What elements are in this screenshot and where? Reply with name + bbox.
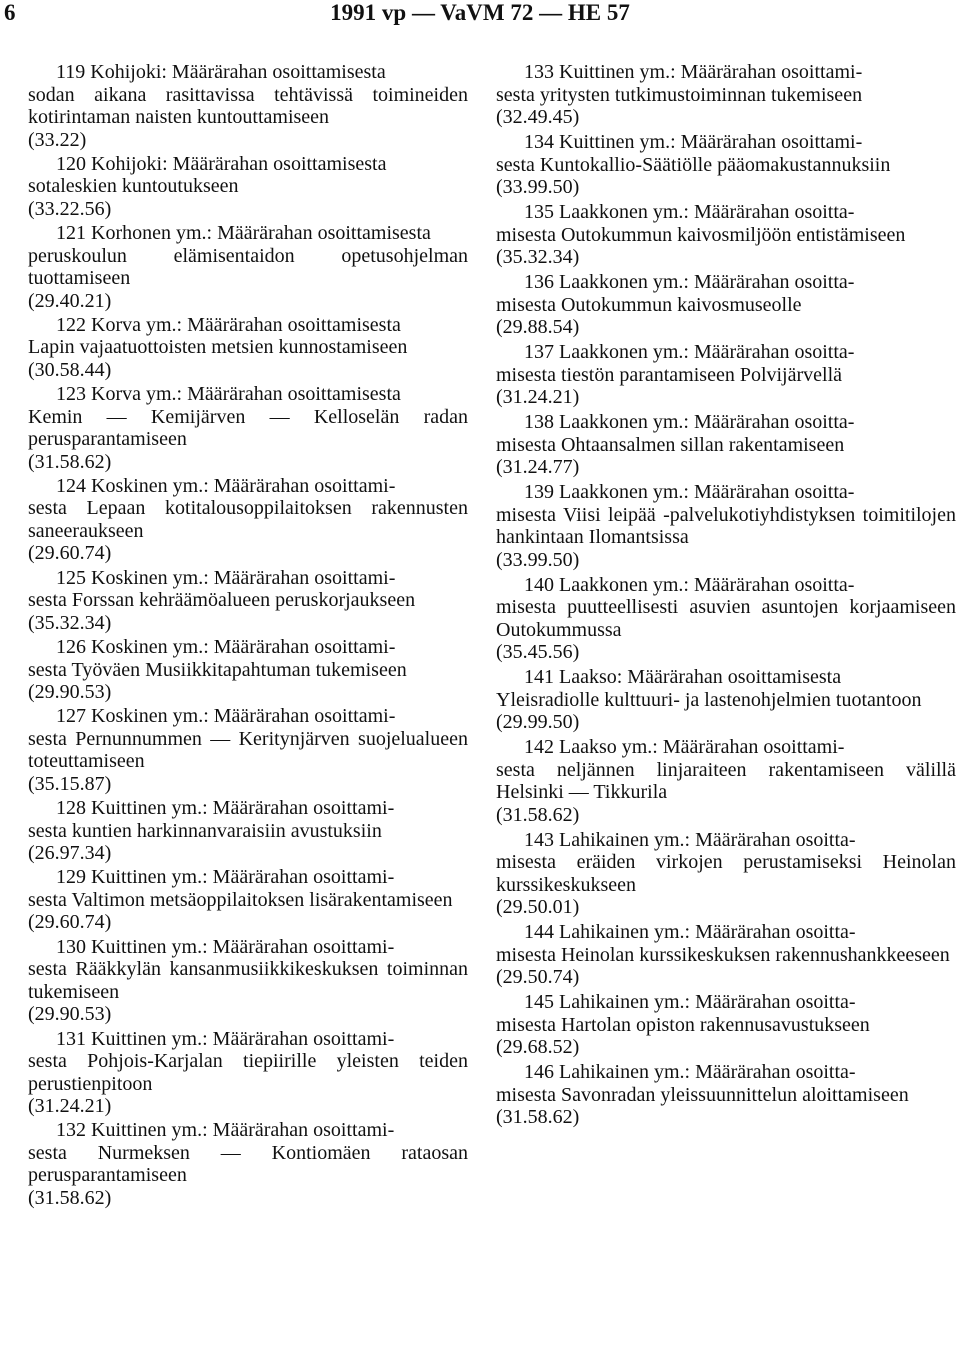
motion-heading: 132 Kuittinen ym.: Määrärahan osoittami- — [56, 1119, 395, 1142]
motion-entry — [28, 797, 468, 865]
budget-reference: (29.40.21) — [28, 289, 112, 312]
budget-reference: (35.32.34) — [496, 246, 580, 268]
motion-entry — [28, 314, 468, 382]
motion-text: sotaleskien kuntoutukseen — [28, 175, 239, 198]
budget-reference: (32.49.45) — [496, 106, 580, 128]
budget-reference: (29.90.53) — [28, 681, 112, 704]
motion-text: Yleisradiolle kulttuuri- ja lastenohjelmien tuotantoon — [496, 688, 922, 711]
motion-text: misesta Hartolan opiston rakennusavustukseen — [496, 1013, 870, 1036]
motion-text: sodan aikana rasittavissa tehtävissä toimineiden kotirintaman naisten kuntouttamiseen — [28, 83, 468, 128]
motion-entry — [28, 1119, 468, 1209]
motion-text: sesta Pohjois-Karjalan tiepiirille yleisten teiden perustienpitoon — [28, 1050, 468, 1095]
motion-heading: 146 Lahikainen ym.: Määrärahan osoitta- — [524, 1061, 856, 1083]
motion-entry — [496, 61, 956, 129]
right-column — [496, 61, 956, 1131]
budget-reference: (26.97.34) — [28, 842, 112, 865]
motion-heading: 127 Koskinen ym.: Määrärahan osoittami- — [56, 705, 396, 728]
budget-reference: (31.58.62) — [28, 1186, 112, 1209]
left-column — [28, 61, 468, 1211]
motion-text: sesta neljännen linjaraiteen rakentamiseen välillä Helsinki — Tikkurila — [496, 758, 956, 803]
motion-heading: 128 Kuittinen ym.: Määrärahan osoittami- — [56, 797, 395, 820]
motion-heading: 129 Kuittinen ym.: Määrärahan osoittami- — [56, 866, 395, 889]
motion-text: sesta Valtimon metsäoppilaitoksen lisärakentamiseen — [28, 888, 453, 911]
motion-entry — [28, 636, 468, 704]
motion-heading: 134 Kuittinen ym.: Määrärahan osoittami- — [524, 131, 863, 153]
budget-reference: (31.24.21) — [496, 386, 580, 408]
motion-heading: 141 Laakso: Määrärahan osoittamisesta — [524, 666, 842, 688]
motion-entry — [496, 666, 956, 734]
motion-entry — [28, 383, 468, 473]
motion-entry — [496, 574, 956, 664]
motion-entry — [496, 736, 956, 826]
budget-reference: (33.99.50) — [496, 176, 580, 198]
motion-entry — [496, 991, 956, 1059]
motion-heading: 143 Lahikainen ym.: Määrärahan osoitta- — [524, 828, 856, 851]
motion-text: Kemin — Kemijärven — Kelloselän radan perusparantamiseen — [28, 405, 468, 451]
motion-entry — [28, 475, 468, 565]
budget-reference: (31.24.21) — [28, 1095, 112, 1118]
motion-text: sesta Forssan kehräämöalueen peruskorjaukseen — [28, 589, 416, 612]
motion-heading: 126 Koskinen ym.: Määrärahan osoittami- — [56, 636, 396, 659]
motion-heading: 131 Kuittinen ym.: Määrärahan osoittami- — [56, 1027, 395, 1050]
budget-reference: (30.58.44) — [28, 358, 112, 381]
motion-heading: 142 Laakso ym.: Määrärahan osoittami- — [524, 736, 845, 758]
motion-entry — [496, 341, 956, 409]
budget-reference: (29.50.01) — [496, 896, 580, 918]
motion-heading: 119 Kohijoki: Määrärahan osoittamisesta — [56, 61, 386, 83]
motion-heading: 137 Laakkonen ym.: Määrärahan osoitta- — [524, 341, 855, 363]
budget-reference: (33.99.50) — [496, 548, 580, 571]
budget-reference: (35.32.34) — [28, 611, 112, 634]
motion-entry — [496, 411, 956, 479]
motion-heading: 133 Kuittinen ym.: Määrärahan osoittami- — [524, 61, 863, 83]
motion-entry — [496, 131, 956, 199]
motion-text: misesta puutteellisesti asuvien asuntojen korjaamiseen Outokummussa — [496, 596, 956, 641]
budget-reference: (31.58.62) — [496, 803, 580, 826]
motion-heading: 120 Kohijoki: Määrärahan osoittamisesta — [56, 152, 387, 175]
motion-entry — [496, 201, 956, 269]
motion-text: sesta Nurmeksen — Kontiomäen rataosan perusparantamiseen — [28, 1141, 468, 1187]
motion-entry — [28, 936, 468, 1026]
motion-entry — [28, 567, 468, 635]
motion-heading: 135 Laakkonen ym.: Määrärahan osoitta- — [524, 201, 855, 223]
motion-heading: 121 Korhonen ym.: Määrärahan osoittamisesta — [56, 222, 431, 245]
motion-text: sesta Kuntokallio-Säätiölle pääomakustannuksiin — [496, 153, 891, 176]
budget-reference: (33.22) — [28, 128, 87, 151]
motion-heading: 144 Lahikainen ym.: Määrärahan osoitta- — [524, 921, 856, 943]
budget-reference: (33.22.56) — [28, 197, 112, 220]
motion-text: misesta tiestön parantamiseen Polvijärvellä — [496, 363, 843, 386]
motion-text: sesta Lepaan kotitalousoppilaitoksen rakennusten saneeraukseen — [28, 497, 468, 542]
page-header — [0, 0, 960, 40]
motion-text: Lapin vajaatuottoisten metsien kunnostamiseen — [28, 336, 408, 359]
budget-reference: (31.24.77) — [496, 456, 580, 478]
motion-text: misesta Outokummun kaivosmuseolle — [496, 293, 802, 316]
motion-entry — [28, 222, 468, 312]
motion-text: sesta Työväen Musiikkitapahtuman tukemiseen — [28, 658, 407, 681]
budget-reference: (35.45.56) — [496, 641, 580, 663]
motion-entry — [28, 705, 468, 795]
motion-heading: 130 Kuittinen ym.: Määrärahan osoittami- — [56, 935, 395, 958]
budget-reference: (31.58.62) — [496, 1106, 580, 1128]
motion-text: sesta Pernunnummen — Keritynjärven suojelualueen toteuttamiseen — [28, 727, 468, 773]
motion-text: peruskoulun elämisentaidon opetusohjelman tuottamiseen — [28, 244, 468, 290]
budget-reference: (29.68.52) — [496, 1036, 580, 1058]
budget-reference: (29.90.53) — [28, 1003, 112, 1026]
budget-reference: (35.15.87) — [28, 772, 112, 795]
motion-entry — [496, 921, 956, 989]
motion-entry — [496, 481, 956, 571]
motion-entry — [28, 1028, 468, 1118]
motion-heading: 139 Laakkonen ym.: Määrärahan osoitta- — [524, 481, 855, 503]
motion-heading: 140 Laakkonen ym.: Määrärahan osoitta- — [524, 573, 855, 596]
motion-text: misesta Heinolan kurssikeskuksen rakennushankkeeseen — [496, 943, 950, 966]
motion-heading: 145 Lahikainen ym.: Määrärahan osoitta- — [524, 991, 856, 1013]
budget-reference: (29.60.74) — [28, 911, 112, 934]
motion-text: misesta Ohtaansalmen sillan rakentamiseen — [496, 433, 845, 456]
motion-text: misesta eräiden virkojen perustamiseksi Heinolan kurssikeskukseen — [496, 851, 956, 896]
motion-text: sesta Rääkkylän kansanmusiikkikeskuksen toiminnan tukemiseen — [28, 958, 468, 1003]
motion-text: sesta kuntien harkinnanvaraisiin avustuksiin — [28, 819, 382, 842]
budget-reference: (31.58.62) — [28, 450, 112, 473]
motion-entry — [28, 153, 468, 221]
motion-heading: 138 Laakkonen ym.: Määrärahan osoitta- — [524, 411, 855, 433]
motion-text: misesta Savonradan yleissuunnittelun aloittamiseen — [496, 1083, 909, 1106]
motion-text: misesta Outokummun kaivosmiljöön entistämiseen — [496, 223, 906, 246]
budget-reference: (29.99.50) — [496, 711, 580, 733]
motion-heading: 122 Korva ym.: Määrärahan osoittamisesta — [56, 313, 401, 336]
motion-text: misesta Viisi leipää -palvelukotiyhdistyksen toimitilojen hankintaan Ilomantsissa — [496, 503, 956, 548]
running-title: 1991 vp — VaVM 72 — HE 57 — [330, 0, 630, 25]
budget-reference: (29.60.74) — [28, 542, 112, 565]
motion-text: sesta yritysten tutkimustoiminnan tukemiseen — [496, 83, 863, 106]
motion-heading: 123 Korva ym.: Määrärahan osoittamisesta — [56, 383, 401, 406]
motion-heading: 124 Koskinen ym.: Määrärahan osoittami- — [56, 474, 396, 497]
page-number: 6 — [4, 0, 16, 25]
motion-entry — [28, 866, 468, 934]
motion-entry — [496, 271, 956, 339]
motion-heading: 125 Koskinen ym.: Määrärahan osoittami- — [56, 566, 396, 589]
motion-heading: 136 Laakkonen ym.: Määrärahan osoitta- — [524, 271, 855, 293]
motion-entry — [496, 1061, 956, 1129]
budget-reference: (29.50.74) — [496, 966, 580, 988]
motion-entry — [28, 61, 468, 151]
motion-entry — [496, 829, 956, 919]
budget-reference: (29.88.54) — [496, 316, 580, 338]
